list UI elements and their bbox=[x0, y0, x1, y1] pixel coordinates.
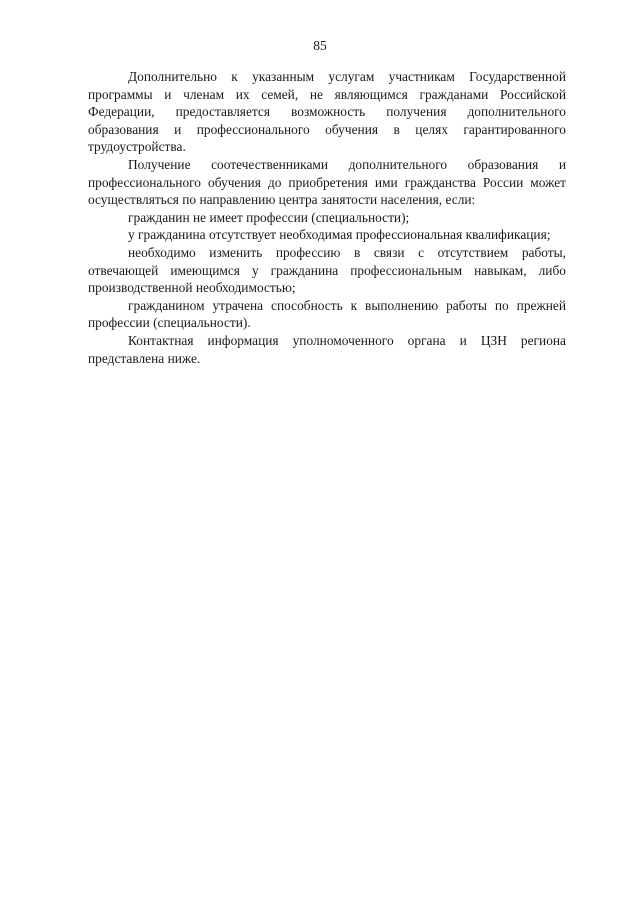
paragraph-education-conditions: Получение соотечественниками дополнительного образования и профессионального обучения до приобретения ими гражданства России может осуществляться по направлению центра занятости населения, если: bbox=[88, 156, 566, 208]
document-body bbox=[88, 68, 566, 367]
list-item-lost-ability: гражданином утрачена способность к выполнению работы по прежней профессии (специальности). bbox=[88, 297, 566, 331]
list-item-change-profession: необходимо изменить профессию в связи с отсутствием работы, отвечающей имеющимся у гражданина профессиональным навыкам, либо производственной необходимостью; bbox=[88, 244, 566, 296]
list-item-no-profession: гражданин не имеет профессии (специальности); bbox=[128, 209, 410, 225]
paragraph-contact-info: Контактная информация уполномоченного органа и ЦЗН региона представлена ниже. bbox=[88, 332, 566, 366]
page-number: 85 bbox=[313, 38, 327, 53]
list-item-no-qualification: у гражданина отсутствует необходимая профессиональная квалификация; bbox=[128, 227, 551, 243]
paragraph-additional-services: Дополнительно к указанным услугам участникам Государственной программы и членам их семей, не являющимся гражданами Российской Федерации, предоставляется возможность получения дополнительного образования и профессионального обучения в целях гарантированного трудоустройства. bbox=[88, 69, 566, 155]
